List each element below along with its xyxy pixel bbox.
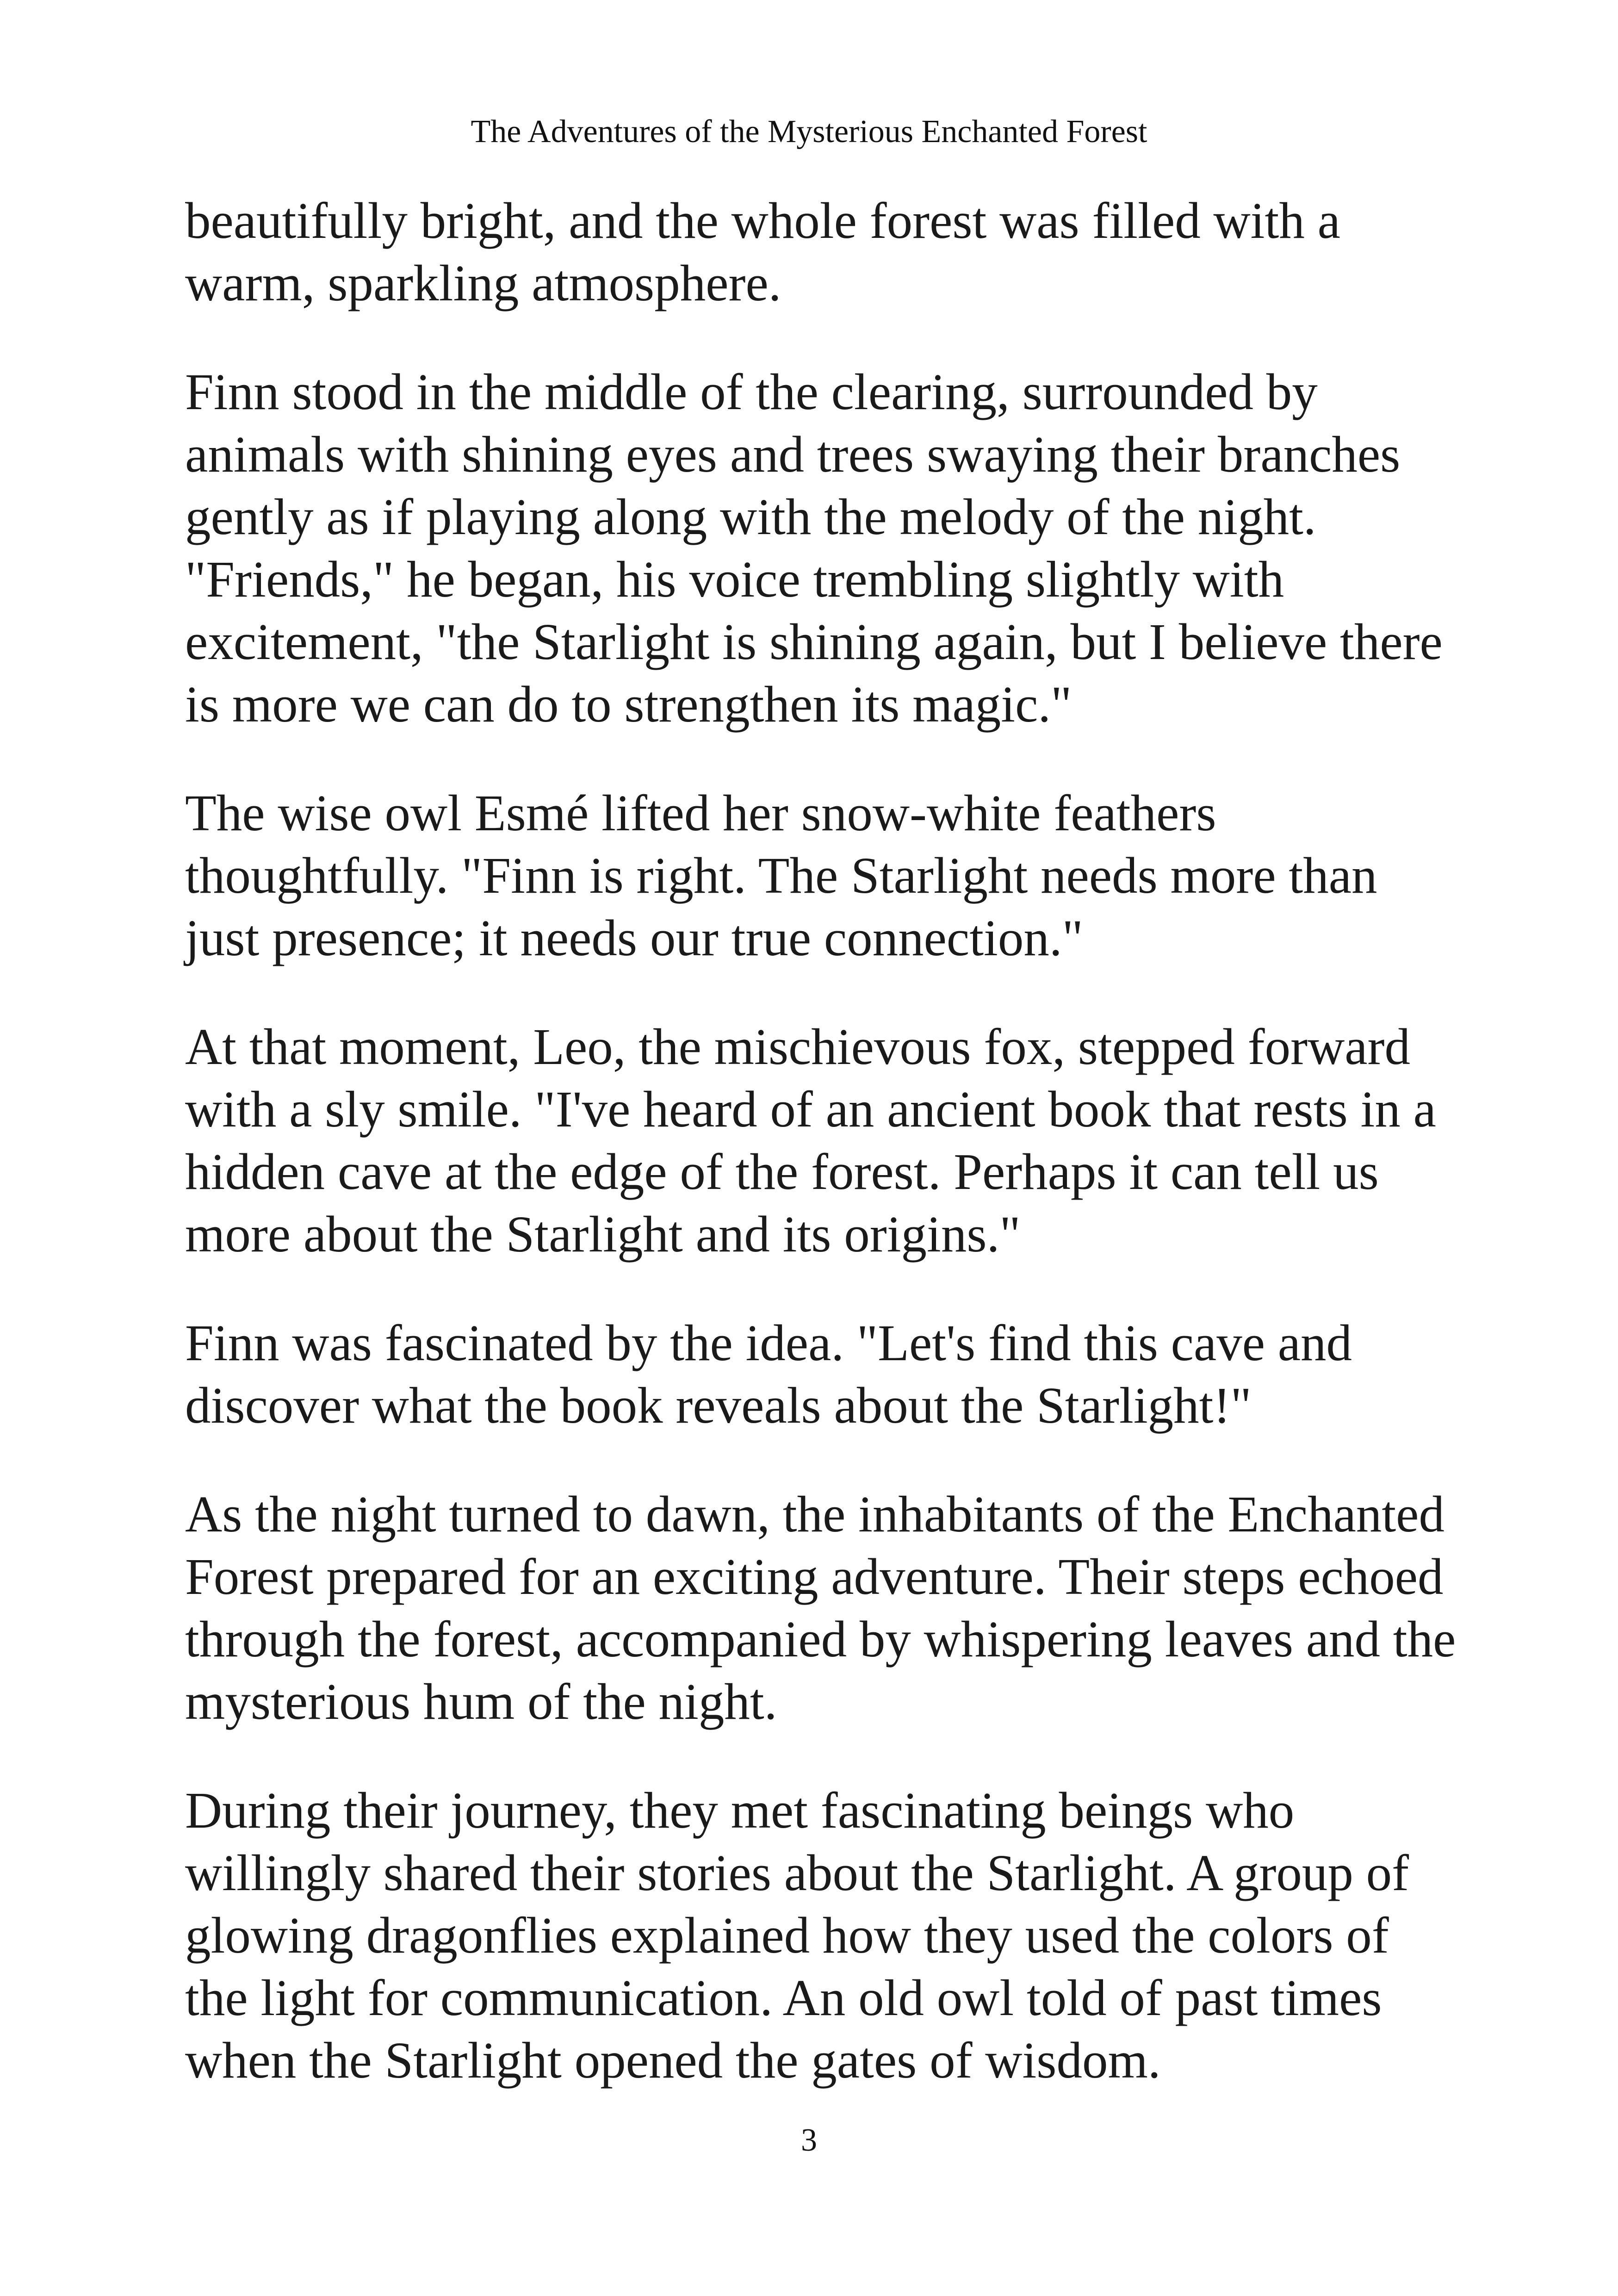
paragraph: As the night turned to dawn, the inhabitants of the Enchanted Forest prepared for an exciting adventure. Their steps echoed through the forest, accompanied by whispering leaves and the mysterious hum of the night.	[185, 1486, 1456, 1730]
page-body	[185, 190, 1462, 2138]
page-number: 3	[801, 2122, 817, 2158]
paragraph: beautifully bright, and the whole forest was filled with a warm, sparkling atmosphere.	[185, 193, 1340, 312]
running-header: The Adventures of the Mysterious Enchanted Forest	[471, 114, 1147, 149]
paragraph: At that moment, Leo, the mischievous fox, stepped forward with a sly smile. "I've heard of an ancient book that rests in a hidden cave at the edge of the forest. Perhaps it can tell us more about the Starlight and its origins."	[185, 1019, 1436, 1263]
paragraph: During their journey, they met fascinating beings who willingly shared their stories about the Starlight. A group of glowing dragonflies explained how they used the colors of the light for communication. An old owl told of past times when the Starlight opened the gates of wisdom.	[185, 1782, 1409, 2089]
paragraph: Finn stood in the middle of the clearing, surrounded by animals with shining eyes and trees swaying their branches gently as if playing along with the melody of the night. "Friends," he began, his voice trembling slightly with excitement, "the Starlight is shining again, but I believe there is more we can do to strengthen its magic."	[185, 364, 1443, 733]
paragraph: Finn was fascinated by the idea. "Let's find this cave and discover what the book reveals about the Starlight!"	[185, 1315, 1352, 1434]
paragraph: The wise owl Esmé lifted her snow-white feathers thoughtfully. "Finn is right. The Starlight needs more than just presence; it needs our true connection."	[185, 785, 1377, 967]
